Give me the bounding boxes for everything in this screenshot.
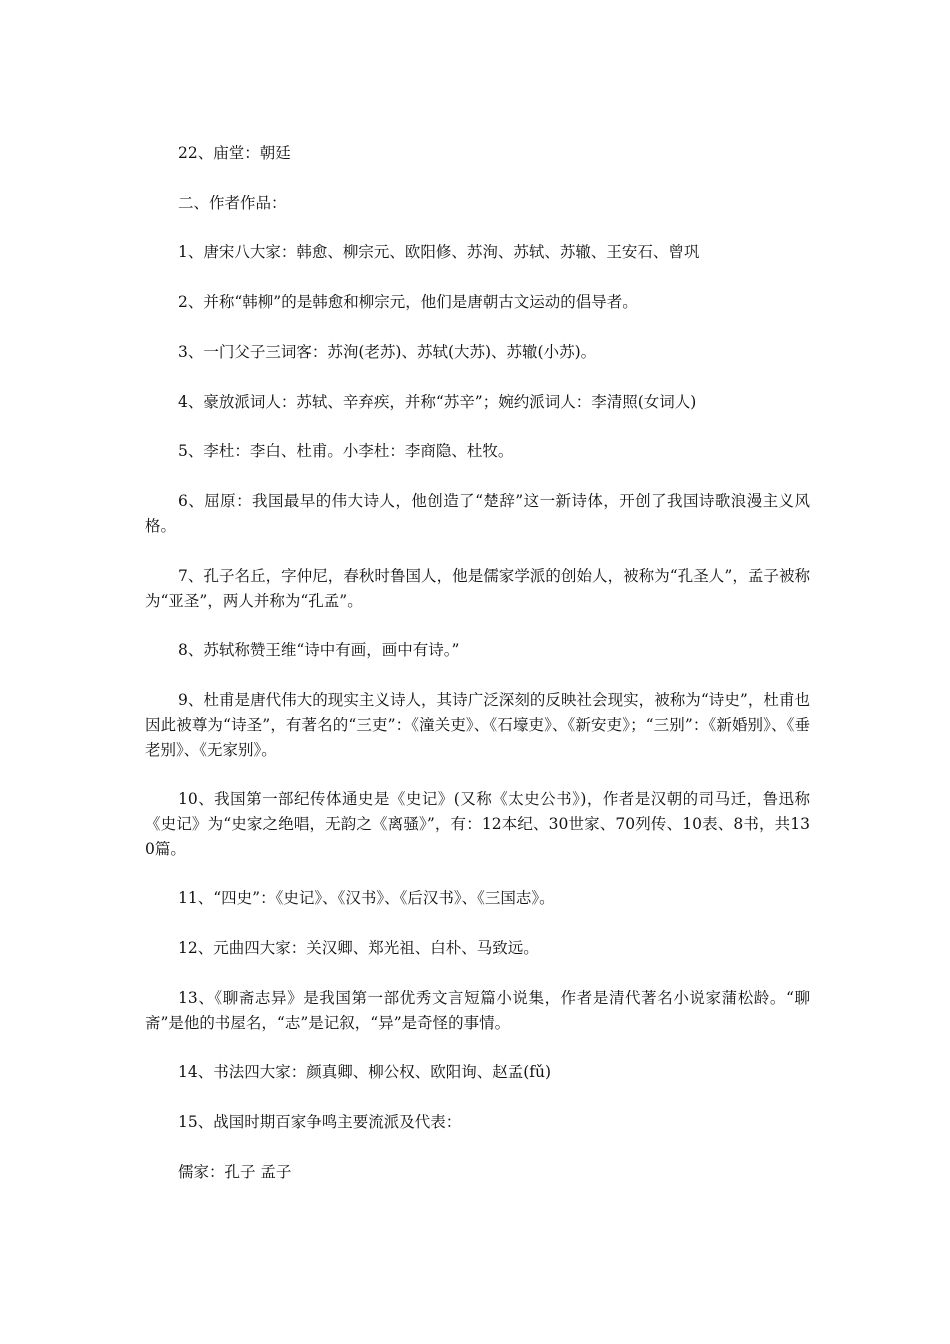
paragraph-text: 11、“四史”：《史记》、《汉书》、《后汉书》、《三国志》。 xyxy=(178,889,555,907)
paragraph-text: 9、杜甫是唐代伟大的现实主义诗人，其诗广泛深刻的反映社会现实，被称为“诗史”，杜甫也因此被尊为“诗圣”，有著名的“三吏”：《潼关吏》、《石壕吏》、《新安吏》；“三别”：《新婚别》、《垂老别》、《无家别》。 xyxy=(145,691,810,759)
paragraph-text: 5、李杜：李白、杜甫。小李杜：李商隐、杜牧。 xyxy=(178,442,514,460)
paragraph-item-9 xyxy=(145,688,810,763)
paragraph-text: 二、作者作品： xyxy=(178,194,287,212)
paragraph-text: 2、并称“韩柳”的是韩愈和柳宗元，他们是唐朝古文运动的倡导者。 xyxy=(178,293,638,311)
paragraph-item-14 xyxy=(145,1060,810,1085)
paragraph-item-5 xyxy=(145,439,810,464)
paragraph-text: 12、元曲四大家：关汉卿、郑光祖、白朴、马致远。 xyxy=(178,939,539,957)
paragraph-item-10 xyxy=(145,787,810,862)
paragraph-item-8 xyxy=(145,638,810,663)
paragraph-text: 1、唐宋八大家：韩愈、柳宗元、欧阳修、苏洵、苏轼、苏辙、王安石、曾巩 xyxy=(178,243,700,261)
paragraph-item-15 xyxy=(145,1110,810,1135)
paragraph-text: 13、《聊斋志异》是我国第一部优秀文言短篇小说集，作者是清代著名小说家蒲松龄。“聊斋”是他的书屋名，“志”是记叙，“异”是奇怪的事情。 xyxy=(145,989,810,1032)
paragraph-item-6 xyxy=(145,489,810,539)
paragraph-text: 22、庙堂：朝廷 xyxy=(178,144,291,162)
paragraph-item-3 xyxy=(145,340,810,365)
paragraph-item-7 xyxy=(145,564,810,614)
paragraph-item-11 xyxy=(145,886,810,911)
paragraph-text: 15、战国时期百家争鸣主要流派及代表： xyxy=(178,1113,462,1131)
paragraph-item-4 xyxy=(145,390,810,415)
paragraph-item-1 xyxy=(145,240,810,265)
paragraph-text: 10、我国第一部纪传体通史是《史记》(又称《太史公书》)，作者是汉朝的司马迁，鲁迅称《史记》为“史家之绝唱，无韵之《离骚》”，有：12本纪、30世家、70列传、10表、8书，共130篇。 xyxy=(145,790,810,858)
paragraph-text: 3、一门父子三词客：苏洵(老苏)、苏轼(大苏)、苏辙(小苏)。 xyxy=(178,343,597,361)
paragraph-text: 7、孔子名丘，字仲尼，春秋时鲁国人，他是儒家学派的创始人，被称为“孔圣人”，孟子被称为“亚圣”，两人并称为“孔孟”。 xyxy=(145,567,810,610)
paragraph-item-22 xyxy=(145,141,810,166)
paragraph-confucianism xyxy=(145,1160,810,1185)
paragraph-text: 6、屈原：我国最早的伟大诗人，他创造了“楚辞”这一新诗体，开创了我国诗歌浪漫主义风格。 xyxy=(145,492,810,535)
section-heading-authors-works xyxy=(145,191,810,216)
paragraph-item-13 xyxy=(145,986,810,1036)
paragraph-text: 14、书法四大家：颜真卿、柳公权、欧阳询、赵孟(fǔ) xyxy=(178,1063,552,1081)
paragraph-text: 8、苏轼称赞王维“诗中有画，画中有诗。” xyxy=(178,641,460,659)
paragraph-item-2 xyxy=(145,290,810,315)
paragraph-item-12 xyxy=(145,936,810,961)
paragraph-text: 儒家：孔子 孟子 xyxy=(178,1163,292,1181)
paragraph-text: 4、豪放派词人：苏轼、辛弃疾，并称“苏辛”；婉约派词人：李清照(女词人) xyxy=(178,393,697,411)
